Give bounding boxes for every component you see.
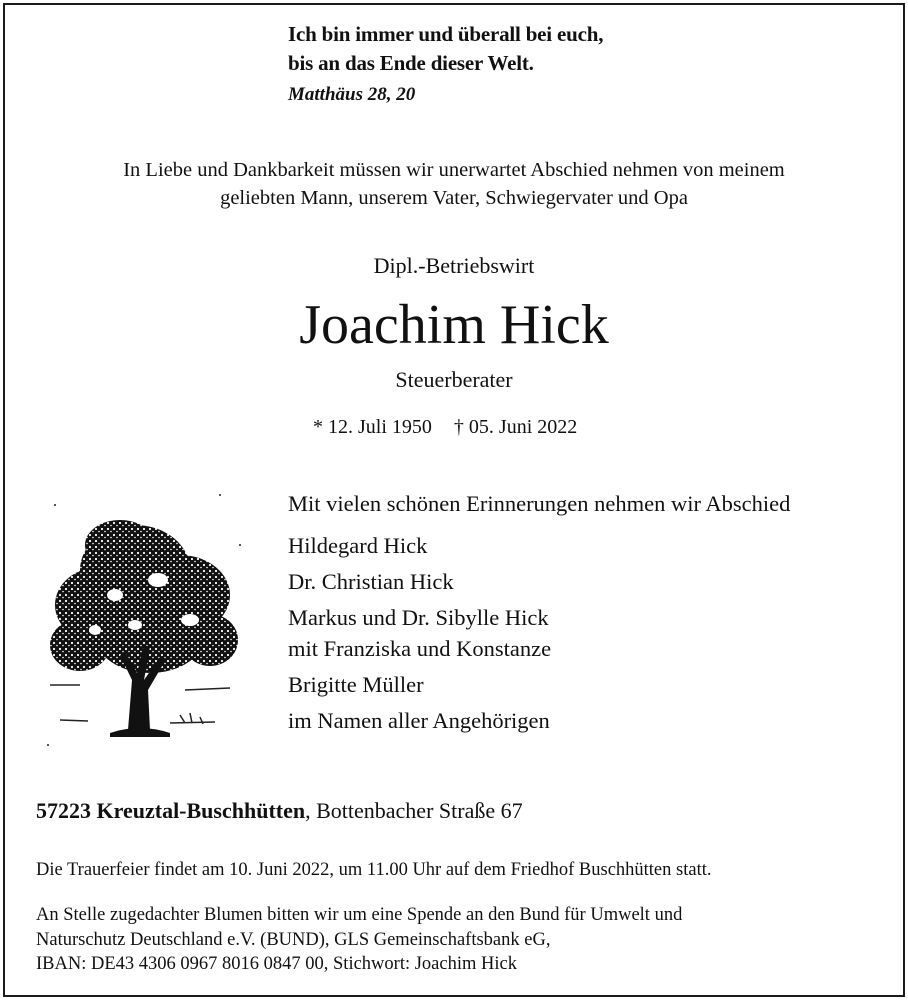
profession: Steuerberater xyxy=(395,367,513,392)
verse-reference: Matthäus 28, 20 xyxy=(288,84,416,105)
mourner-name: Dr. Christian Hick xyxy=(288,569,454,594)
mourner-name: im Namen aller Angehörigen xyxy=(288,708,550,733)
funeral-info: Die Trauerfeier findet am 10. Juni 2022, um 11.00 Uhr auf dem Friedhof Buschhütten statt. xyxy=(36,860,712,880)
deceased-name: Joachim Hick xyxy=(299,294,609,356)
mourners-list xyxy=(288,488,790,741)
life-dates xyxy=(313,416,577,439)
donation-info xyxy=(36,903,682,977)
verse-line-2: bis an das Ende dieser Welt. xyxy=(288,51,534,75)
address-street: , Bottenbacher Straße 67 xyxy=(305,798,523,823)
mourners-heading: Mit vielen schönen Erinnerungen nehmen wir Abschied xyxy=(288,491,791,516)
mourner-name: mit Franziska und Konstanze xyxy=(288,636,552,661)
mourner-name: Markus und Dr. Sibylle Hick xyxy=(288,605,549,630)
family-address xyxy=(36,798,523,824)
intro-line-2: geliebten Mann, unserem Vater, Schwiegervater und Opa xyxy=(220,187,688,209)
tree-icon xyxy=(40,485,250,755)
bible-verse xyxy=(288,20,603,78)
death-date: † 05. Juni 2022 xyxy=(453,416,578,438)
donation-line-3: IBAN: DE43 4306 0967 8016 0847 00, Stichwort: Joachim Hick xyxy=(36,954,517,974)
address-city: 57223 Kreuztal-Buschhütten xyxy=(36,798,306,823)
intro-text xyxy=(0,156,908,212)
donation-line-2: Naturschutz Deutschland e.V. (BUND), GLS Gemeinschaftsbank eG, xyxy=(36,929,551,950)
birth-date: * 12. Juli 1950 xyxy=(313,416,432,438)
mourner-name: Hildegard Hick xyxy=(288,533,428,558)
academic-title: Dipl.-Betriebswirt xyxy=(373,253,535,278)
intro-line-1: In Liebe und Dankbarkeit müssen wir unerwartet Abschied nehmen von meinem xyxy=(123,159,785,181)
mourner-name: Brigitte Müller xyxy=(288,672,424,697)
donation-line-1: An Stelle zugedachter Blumen bitten wir um eine Spende an den Bund für Umwelt und xyxy=(36,905,683,925)
verse-line-1: Ich bin immer und überall bei euch, xyxy=(288,22,604,46)
